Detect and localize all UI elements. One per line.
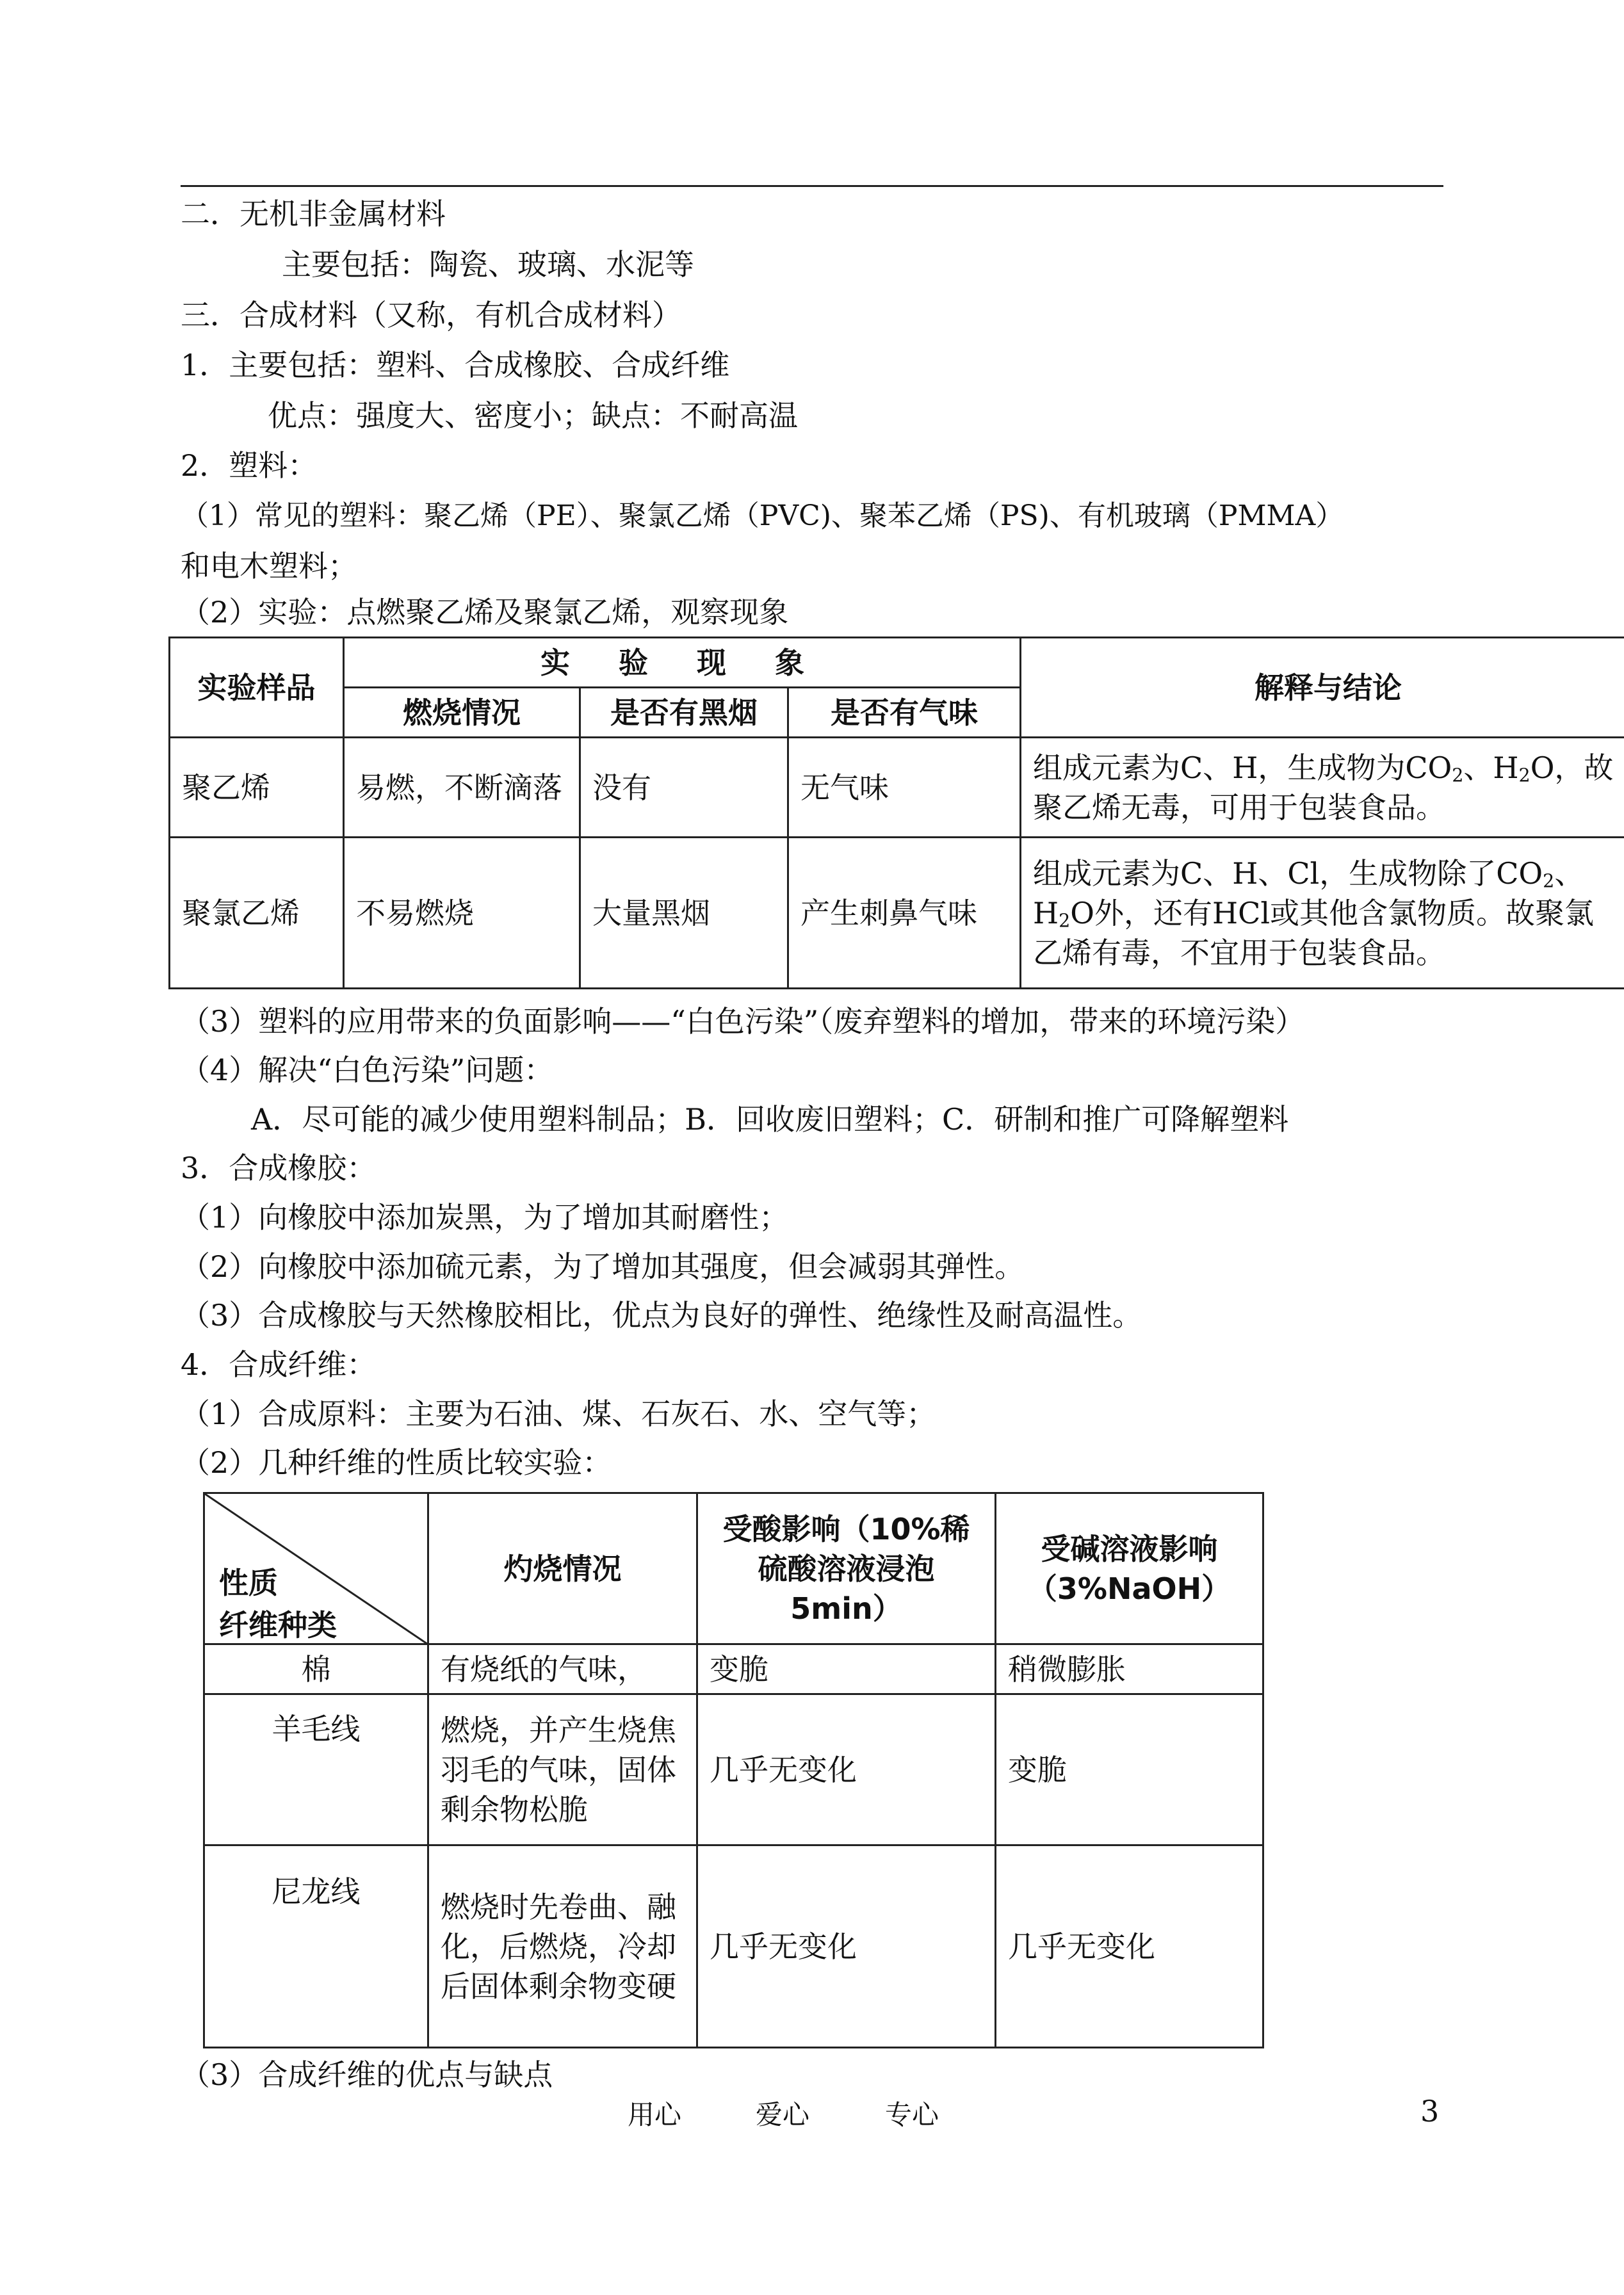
table-row — [204, 1845, 1263, 2048]
header-fiber-kind: 纤维种类 — [219, 1608, 337, 1642]
point-3-item-2: （2）向橡胶中添加硫元素，为了增加其强度，但会减弱其弹性。 — [181, 1249, 1025, 1284]
diagonal-header — [204, 1493, 428, 1644]
header-alkali-line1: 受碱溶液影响 — [1041, 1531, 1218, 1566]
point-3-item-3: （3）合成橡胶与天然橡胶相比，优点为良好的弹性、绝缘性及耐高温性。 — [181, 1298, 1142, 1333]
point-4-item-3: （3）合成纤维的优点与缺点 — [181, 2057, 553, 2092]
cell-conclusion — [1021, 738, 1624, 838]
point-2-item-3: （3）塑料的应用带来的负面影响——“白色污染”（废弃塑料的增加，带来的环境污染） — [181, 1004, 1305, 1039]
header-alkali-line2: （3%NaOH） — [1027, 1571, 1231, 1606]
fiber-comparison-table — [203, 1492, 1264, 2048]
table-row — [204, 1694, 1263, 1845]
table-row — [170, 738, 1624, 838]
cell-burning: 不易燃烧 — [344, 838, 580, 989]
cell-burning: 有烧纸的气味， — [428, 1644, 697, 1694]
cell-sample: 聚乙烯 — [170, 738, 344, 838]
conclusion-text: O外，还有HCl或其他含氯物质。故聚氯乙烯有毒，不宜用于包装食品。 — [1033, 895, 1595, 970]
header-conclusion: 解释与结论 — [1021, 638, 1624, 738]
cell-fiber-name: 棉 — [204, 1644, 428, 1694]
cell-smoke: 大量黑烟 — [580, 838, 788, 989]
header-rule — [181, 185, 1443, 187]
table-row — [204, 1644, 1263, 1694]
cell-alkali: 稍微膨胀 — [996, 1644, 1263, 1694]
point-2-item-2: （2）实验：点燃聚乙烯及聚氯乙烯，观察现象 — [181, 595, 789, 629]
subscript: 2 — [1059, 910, 1071, 932]
section-2-title: 二．无机非金属材料 — [181, 197, 446, 231]
conclusion-text: O，故聚乙烯无毒，可用于包装食品。 — [1033, 750, 1614, 825]
page-number: 3 — [1420, 2094, 1440, 2129]
conclusion-text: 组成元素为C、H、Cl，生成物除了CO — [1033, 856, 1543, 891]
cell-alkali: 变脆 — [996, 1694, 1263, 1845]
conclusion-text: 、H — [1033, 856, 1584, 930]
point-2-item-4-body: A．尽可能的减少使用塑料制品；B．回收废旧塑料；C．研制和推广可降解塑料 — [251, 1102, 1289, 1137]
section-2-body: 主要包括：陶瓷、玻璃、水泥等 — [282, 247, 694, 282]
point-3-title: 3．合成橡胶： — [181, 1151, 377, 1185]
point-2-item-1b: 和电木塑料； — [181, 549, 357, 583]
cell-acid: 变脆 — [697, 1644, 996, 1694]
header-sample: 实验样品 — [170, 638, 344, 738]
conclusion-text: 组成元素为C、H，生成物为CO — [1033, 750, 1452, 785]
header-burning: 燃烧情况 — [344, 688, 580, 738]
point-2-item-4: （4）解决“白色污染”问题： — [181, 1053, 554, 1087]
footer-word-3: 专心 — [885, 2099, 939, 2130]
point-3-item-1: （1）向橡胶中添加炭黑，为了增加其耐磨性； — [181, 1200, 789, 1235]
point-2-title: 2．塑料： — [181, 448, 318, 483]
header-alkali-effect — [996, 1493, 1263, 1644]
cell-burning: 燃烧，并产生烧焦羽毛的气味，固体剩余物松脆 — [428, 1694, 697, 1845]
table-row — [170, 838, 1624, 989]
cell-sample: 聚氯乙烯 — [170, 838, 344, 989]
point-2-item-1a: （1）常见的塑料：聚乙烯（PE）、聚氯乙烯（PVC)、聚苯乙烯（PS)、有机玻璃（PMMA） — [181, 499, 1344, 532]
header-acid-effect: 受酸影响（10%稀硫酸溶液浸泡5min） — [697, 1493, 996, 1644]
subscript: 2 — [1452, 765, 1464, 786]
conclusion-text: 、H — [1463, 750, 1519, 785]
cell-odor: 产生刺鼻气味 — [788, 838, 1021, 989]
cell-acid: 几乎无变化 — [697, 1845, 996, 2048]
footer-word-1: 用心 — [628, 2099, 682, 2130]
header-phenomena: 实 验 现 象 — [344, 638, 1021, 688]
point-4-title: 4．合成纤维： — [181, 1347, 377, 1382]
header-property: 性质 — [219, 1566, 278, 1600]
point-4-item-2: （2）几种纤维的性质比较实验： — [181, 1445, 612, 1480]
footer-word-2: 爱心 — [756, 2099, 810, 2130]
section-3-title: 三．合成材料（又称，有机合成材料） — [181, 298, 681, 332]
cell-fiber-name: 尼龙线 — [204, 1845, 428, 2048]
point-1-title: 1．主要包括：塑料、合成橡胶、合成纤维 — [181, 348, 730, 382]
point-1-body: 优点：强度大、密度小；缺点：不耐高温 — [268, 398, 798, 433]
cell-fiber-name: 羊毛线 — [204, 1694, 428, 1845]
cell-smoke: 没有 — [580, 738, 788, 838]
cell-acid: 几乎无变化 — [697, 1694, 996, 1845]
header-black-smoke: 是否有黑烟 — [580, 688, 788, 738]
cell-alkali: 几乎无变化 — [996, 1845, 1263, 2048]
cell-burning: 易燃，不断滴落 — [344, 738, 580, 838]
cell-conclusion — [1021, 838, 1624, 989]
subscript: 2 — [1543, 870, 1555, 892]
subscript: 2 — [1518, 765, 1531, 786]
cell-burning: 燃烧时先卷曲、融化，后燃烧，冷却后固体剩余物变硬 — [428, 1845, 697, 2048]
header-odor: 是否有气味 — [788, 688, 1021, 738]
plastics-experiment-table — [168, 637, 1624, 989]
header-burning: 灼烧情况 — [428, 1493, 697, 1644]
cell-odor: 无气味 — [788, 738, 1021, 838]
point-4-item-1: （1）合成原料：主要为石油、煤、石灰石、水、空气等； — [181, 1397, 936, 1431]
